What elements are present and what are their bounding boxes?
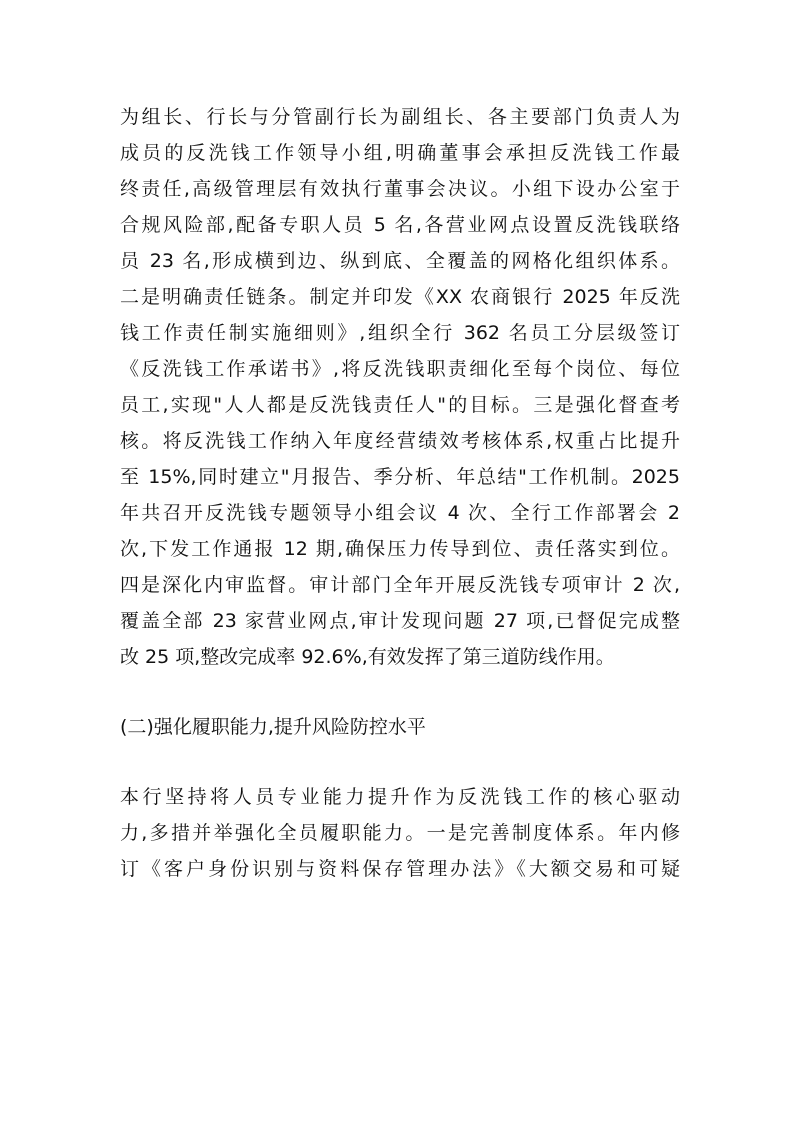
text-line: 为组长、行长与分管副行长为副组长、各主要部门负责人为 bbox=[120, 106, 680, 128]
text-line: 二是明确责任链条。制定并印发《XX 农商银行 2025 年反洗 bbox=[120, 286, 680, 308]
text-line: 改 25 项,整改完成率 92.6%,有效发挥了第三道防线作用。 bbox=[120, 646, 615, 668]
text-line: 员 23 名,形成横到边、纵到底、全覆盖的网格化组织体系。 bbox=[120, 250, 680, 272]
text-line: 订《客户身份识别与资料保存管理办法》《大额交易和可疑 bbox=[120, 858, 680, 880]
section-heading: (二)强化履职能力,提升风险防控水平 bbox=[120, 716, 426, 738]
text-line: 终责任,高级管理层有效执行董事会决议。小组下设办公室于 bbox=[120, 178, 680, 200]
text-line: 至 15%,同时建立"月报告、季分析、年总结"工作机制。2025 bbox=[120, 466, 680, 488]
text-line: 钱工作责任制实施细则》,组织全行 362 名员工分层级签订 bbox=[120, 322, 680, 344]
text-line: 成员的反洗钱工作领导小组,明确董事会承担反洗钱工作最 bbox=[120, 142, 680, 164]
text-line: 力,多措并举强化全员履职能力。一是完善制度体系。年内修 bbox=[120, 822, 680, 844]
text-line: 《反洗钱工作承诺书》,将反洗钱职责细化至每个岗位、每位 bbox=[120, 358, 680, 380]
text-line: 次,下发工作通报 12 期,确保压力传导到位、责任落实到位。 bbox=[120, 538, 680, 560]
text-line: 核。将反洗钱工作纳入年度经营绩效考核体系,权重占比提升 bbox=[120, 430, 680, 452]
text-line: 四是深化内审监督。审计部门全年开展反洗钱专项审计 2 次, bbox=[120, 574, 680, 596]
text-line: 员工,实现"人人都是反洗钱责任人"的目标。三是强化督查考 bbox=[120, 394, 680, 416]
text-line: 合规风险部,配备专职人员 5 名,各营业网点设置反洗钱联络 bbox=[120, 214, 680, 236]
text-line: 年共召开反洗钱专题领导小组会议 4 次、全行工作部署会 2 bbox=[120, 502, 680, 524]
text-line: 本行坚持将人员专业能力提升作为反洗钱工作的核心驱动 bbox=[120, 786, 680, 808]
text-line: 覆盖全部 23 家营业网点,审计发现问题 27 项,已督促完成整 bbox=[120, 610, 680, 632]
